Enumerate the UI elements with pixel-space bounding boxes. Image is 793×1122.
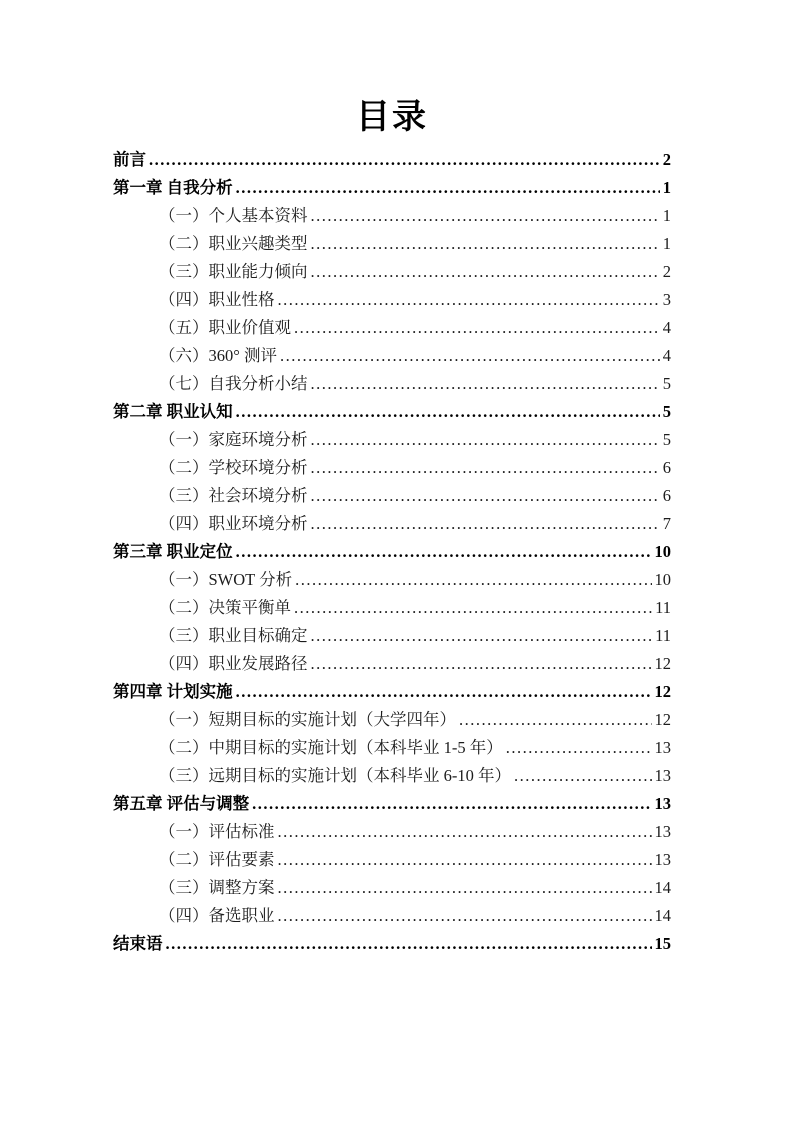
toc-entry[interactable] bbox=[113, 790, 671, 818]
toc-entry-label: 第三章 职业定位 bbox=[113, 542, 233, 561]
dot-leader bbox=[514, 762, 652, 790]
dot-leader bbox=[280, 342, 660, 370]
toc-entry-page-number: 2 bbox=[662, 262, 671, 281]
toc-entry[interactable] bbox=[113, 286, 671, 314]
dot-leader bbox=[311, 202, 660, 230]
toc-entry-page-number: 3 bbox=[662, 290, 671, 309]
toc-entry[interactable] bbox=[113, 230, 671, 258]
toc-entry-label: 第二章 职业认知 bbox=[113, 402, 233, 421]
dot-leader bbox=[311, 426, 660, 454]
toc-entry[interactable] bbox=[113, 566, 671, 594]
dot-leader bbox=[295, 566, 651, 594]
toc-entry[interactable] bbox=[113, 846, 671, 874]
toc-entry-page-number: 4 bbox=[662, 318, 671, 337]
dot-leader bbox=[278, 818, 652, 846]
toc-entry-label: （一）个人基本资料 bbox=[159, 206, 308, 225]
toc-entry-page-number: 12 bbox=[654, 654, 671, 673]
toc-entry-label: （二）中期目标的实施计划（本科毕业 1-5 年） bbox=[159, 738, 503, 757]
toc-entry-label: （一）SWOT 分析 bbox=[159, 570, 293, 589]
toc-entry-page-number: 11 bbox=[655, 598, 671, 617]
dot-leader bbox=[252, 790, 651, 818]
toc-entry-page-number: 14 bbox=[654, 906, 671, 925]
dot-leader bbox=[311, 622, 653, 650]
dot-leader bbox=[166, 930, 652, 958]
toc-entry-page-number: 14 bbox=[654, 878, 671, 897]
toc-entry[interactable] bbox=[113, 706, 671, 734]
dot-leader bbox=[311, 510, 660, 538]
toc-entry-label: （三）职业目标确定 bbox=[159, 626, 308, 645]
toc-entry-page-number: 5 bbox=[662, 402, 671, 421]
dot-leader bbox=[149, 146, 660, 174]
toc-entry[interactable] bbox=[113, 818, 671, 846]
toc-entry-label: （三）调整方案 bbox=[159, 878, 275, 897]
toc-entry-label: （五）职业价值观 bbox=[159, 318, 291, 337]
toc-entry[interactable] bbox=[113, 370, 671, 398]
toc-entry-page-number: 4 bbox=[662, 346, 671, 365]
dot-leader bbox=[236, 678, 652, 706]
toc-entry[interactable] bbox=[113, 902, 671, 930]
dot-leader bbox=[311, 650, 652, 678]
dot-leader bbox=[294, 594, 652, 622]
dot-leader bbox=[236, 174, 660, 202]
toc-entry-label: （四）职业环境分析 bbox=[159, 514, 308, 533]
dot-leader bbox=[236, 538, 652, 566]
toc-entry[interactable] bbox=[113, 930, 671, 958]
toc-entry-label: 结束语 bbox=[113, 934, 163, 953]
toc-entry[interactable] bbox=[113, 874, 671, 902]
toc-entry-label: （二）评估要素 bbox=[159, 850, 275, 869]
toc-entry[interactable] bbox=[113, 398, 671, 426]
toc-entry-page-number: 13 bbox=[654, 794, 671, 813]
toc-entry[interactable] bbox=[113, 146, 671, 174]
toc-entry-page-number: 13 bbox=[654, 822, 671, 841]
toc-entry[interactable] bbox=[113, 678, 671, 706]
toc-entry-page-number: 5 bbox=[662, 430, 671, 449]
toc-entry[interactable] bbox=[113, 734, 671, 762]
dot-leader bbox=[278, 286, 660, 314]
dot-leader bbox=[459, 706, 652, 734]
toc-entry-label: 前言 bbox=[113, 150, 146, 169]
toc-entry-page-number: 10 bbox=[654, 542, 671, 561]
dot-leader bbox=[311, 230, 660, 258]
toc-entry[interactable] bbox=[113, 510, 671, 538]
toc-entry-page-number: 2 bbox=[662, 150, 671, 169]
toc-title: 目录 bbox=[356, 97, 428, 137]
toc-entry-page-number: 11 bbox=[655, 626, 671, 645]
toc-entry[interactable] bbox=[113, 538, 671, 566]
toc-entry[interactable] bbox=[113, 454, 671, 482]
toc-entry[interactable] bbox=[113, 342, 671, 370]
toc-entry-page-number: 6 bbox=[662, 458, 671, 477]
toc-entry-page-number: 5 bbox=[662, 374, 671, 393]
dot-leader bbox=[236, 398, 660, 426]
toc-entry-page-number: 6 bbox=[662, 486, 671, 505]
toc-entry-page-number: 1 bbox=[662, 206, 671, 225]
toc-entry[interactable] bbox=[113, 762, 671, 790]
dot-leader bbox=[506, 734, 652, 762]
toc-entry-label: （七）自我分析小结 bbox=[159, 374, 308, 393]
toc-entry-page-number: 10 bbox=[654, 570, 671, 589]
toc-entry-label: （二）职业兴趣类型 bbox=[159, 234, 308, 253]
toc-entry[interactable] bbox=[113, 314, 671, 342]
toc-list bbox=[113, 146, 671, 958]
toc-entry-label: （六）360° 测评 bbox=[159, 346, 277, 365]
toc-entry-label: （一）家庭环境分析 bbox=[159, 430, 308, 449]
toc-entry[interactable] bbox=[113, 622, 671, 650]
toc-entry[interactable] bbox=[113, 202, 671, 230]
dot-leader bbox=[278, 874, 652, 902]
toc-entry-label: 第五章 评估与调整 bbox=[113, 794, 250, 813]
toc-entry-label: （三）远期目标的实施计划（本科毕业 6-10 年） bbox=[159, 766, 511, 785]
toc-entry-label: （三）社会环境分析 bbox=[159, 486, 308, 505]
toc-entry-page-number: 13 bbox=[654, 738, 671, 757]
toc-entry-label: （四）职业发展路径 bbox=[159, 654, 308, 673]
toc-entry-label: （四）职业性格 bbox=[159, 290, 275, 309]
toc-entry-page-number: 12 bbox=[654, 682, 671, 701]
toc-entry-page-number: 1 bbox=[662, 178, 671, 197]
toc-entry-page-number: 13 bbox=[654, 766, 671, 785]
toc-entry[interactable] bbox=[113, 650, 671, 678]
dot-leader bbox=[311, 370, 660, 398]
dot-leader bbox=[311, 258, 660, 286]
toc-entry-label: 第四章 计划实施 bbox=[113, 682, 233, 701]
toc-entry[interactable] bbox=[113, 482, 671, 510]
toc-entry[interactable] bbox=[113, 426, 671, 454]
dot-leader bbox=[278, 846, 652, 874]
toc-entry-label: （一）评估标准 bbox=[159, 822, 275, 841]
toc-entry[interactable] bbox=[113, 174, 671, 202]
dot-leader bbox=[311, 454, 660, 482]
toc-entry-page-number: 7 bbox=[662, 514, 671, 533]
toc-entry-page-number: 12 bbox=[654, 710, 671, 729]
toc-entry-label: （一）短期目标的实施计划（大学四年） bbox=[159, 710, 456, 729]
toc-entry-label: （四）备选职业 bbox=[159, 906, 275, 925]
toc-entry-label: （二）学校环境分析 bbox=[159, 458, 308, 477]
toc-entry-page-number: 15 bbox=[654, 934, 671, 953]
toc-entry-page-number: 1 bbox=[662, 234, 671, 253]
dot-leader bbox=[311, 482, 660, 510]
dot-leader bbox=[294, 314, 660, 342]
toc-entry-label: （二）决策平衡单 bbox=[159, 598, 291, 617]
toc-entry-label: （三）职业能力倾向 bbox=[159, 262, 308, 281]
toc-entry-page-number: 13 bbox=[654, 850, 671, 869]
toc-entry-label: 第一章 自我分析 bbox=[113, 178, 233, 197]
dot-leader bbox=[278, 902, 652, 930]
toc-entry[interactable] bbox=[113, 258, 671, 286]
toc-entry[interactable] bbox=[113, 594, 671, 622]
